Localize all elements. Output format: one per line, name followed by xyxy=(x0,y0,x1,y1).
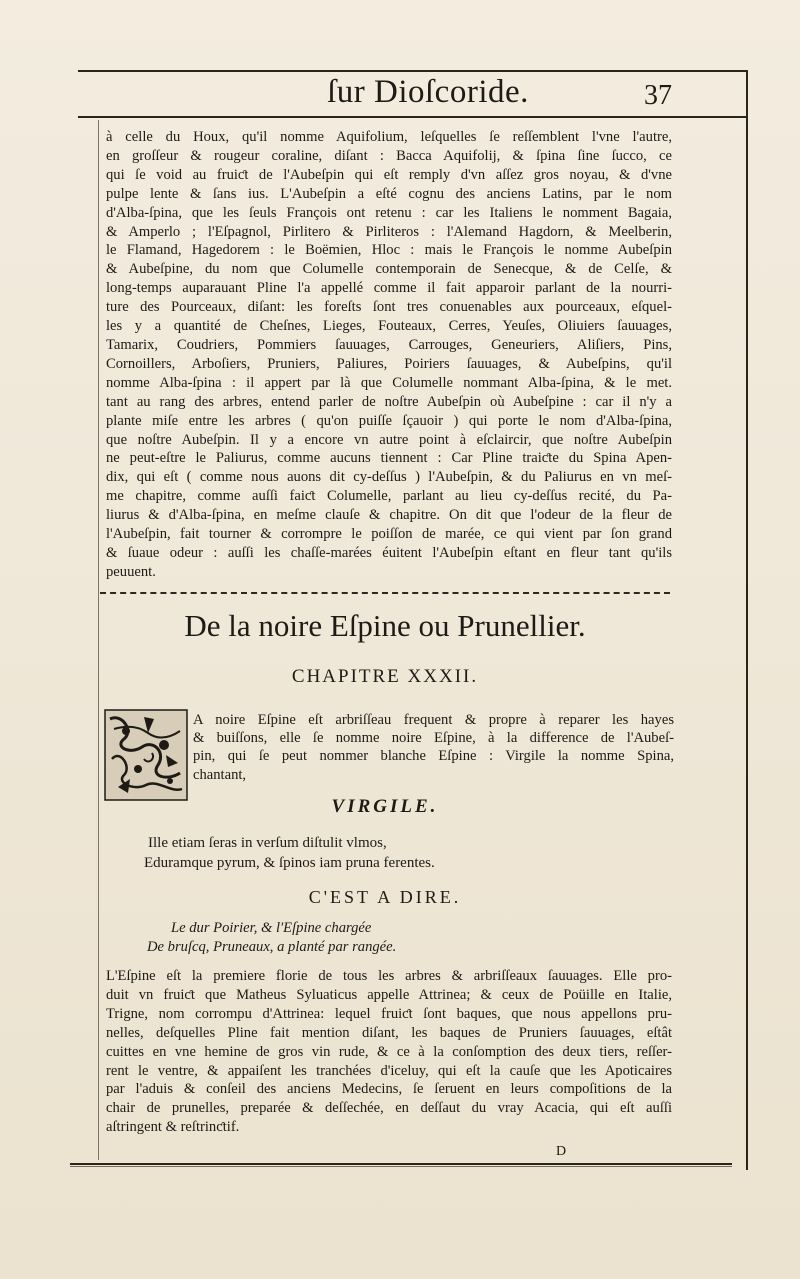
text-line: nomme Alba-ſpina : il appert par là que Columelle nommant Alba-ſpina, & le met. xyxy=(106,374,672,391)
text-line: & Aubeſpine, du nom que Columelle contemporain de Senecque, & de Celſe, & xyxy=(106,261,672,278)
text-line: que noſtre Aubeſpin. Il y a encore vn autre point à eſclaircir, que noſtre Aubeſpin xyxy=(106,431,672,448)
bottom-rule-thin xyxy=(70,1166,732,1167)
text-line: pin, qui ſe peut nommer blanche Eſpine : Virgile la nomme Spina, xyxy=(193,748,674,765)
text-line: ne peut-eſtre le Paliurus, comme aucuns tiennent : Car Pline traiƈte du Spina Apen- xyxy=(106,450,672,467)
text-line: à celle du Houx, qu'il nomme Aquifolium, leſquelles ſe reſſemblent l'vne l'autre, xyxy=(106,129,672,145)
text-line: Trigne, nom corrompu d'Attrinea: lequel fruiƈt ſont baques, que nous appellons pru- xyxy=(106,1005,672,1022)
verse-line: Ille etiam ſeras in verſum diſtulit vlmos, xyxy=(148,835,387,851)
chapter-number: CHAPITRE XXXII. xyxy=(291,666,479,687)
text-line: ture des Pourceaux, diſant: les foreſts ſont tres conuenables aux pourceaux, eſquel- xyxy=(106,299,672,316)
text-line: & ſuaue odeur : auſſi les chaſſe-marées éuitent l'Aubeſpin eſtant en fleur tant qu'ils xyxy=(106,544,672,561)
text-line: A noire Eſpine eſt arbriſſeau frequent & propre à reparer les hayes xyxy=(193,712,674,728)
text-line: l'Aubeſpin, fait tourner & corrompre le poiſſon de marée, ce qui vient par ſon grand xyxy=(106,526,672,543)
text-line: rent le ventre, & appaiſent les tranchées d'iceluy, qui eſt la cauſe que les Apoticaires xyxy=(106,1062,672,1079)
text-line: aſtringent & reſtrinƈtif. xyxy=(106,1119,240,1136)
text-line: L'Eſpine eſt la premiere florie de tous les arbres & arbriſſeaux ſauuages. Elle pro- xyxy=(106,968,672,984)
text-line: peuuent. xyxy=(106,563,156,580)
text-line: d'Alba-ſpina, que les ſeuls François ont retenu : car les Italiens le nomment Bagaia, xyxy=(106,204,672,221)
chapter-intro xyxy=(193,711,674,784)
text-line: par l'aduis & conſeil des anciens Medecins, ſe ſeruent en leurs compoſitions de la xyxy=(106,1081,672,1098)
text-line: chair de prunelles, preparée & deſſechée, en deſſaut du vray Acacia, qui eſt auſſi xyxy=(106,1100,672,1117)
text-line: qui ſe void au fruiƈt de l'Aubeſpin qui eſt remply d'vn aſſez gros noyau, & d'vne xyxy=(106,166,672,183)
section-divider xyxy=(100,592,670,597)
verse-line: Eduramque pyrum, & ſpinos iam pruna ferentes. xyxy=(144,855,435,871)
french-translation xyxy=(147,919,567,956)
page-frame-left-rule xyxy=(98,120,99,1160)
latin-verses xyxy=(144,833,658,873)
verse-heading: VIRGILE. xyxy=(331,796,439,817)
text-line: & buiſſons, elle ſe nomme noire Eſpine, à la difference de l'Aubeſ- xyxy=(193,730,674,747)
text-line: dix, qui eſt ( comme nous auons dit cy-deſſus ) l'Aubeſpin, & du Paliurus en vn meſ- xyxy=(106,469,672,486)
text-line: les y a quantité de Cheſnes, Lieges, Fouteaux, Cerres, Yeuſes, Oliuiers ſauuages, xyxy=(106,318,672,335)
text-line: chantant, xyxy=(193,766,247,783)
text-line: en groſſeur & rougeur coraline, diſant : Bacca Aquifolij, & ſpina ſine ſucco, ce xyxy=(106,147,672,164)
text-line: & Amperlo ; l'Eſpagnol, Pirlitero & Pirliteros : l'Alemand Hagdorn, & Meelberin, xyxy=(106,223,672,240)
text-line: pulpe lente & ſans ius. L'Aubeſpin a eſté cognu des anciens Latins, par le nom xyxy=(106,185,672,202)
text-line: duit vn fruiƈt que Matheus Syluaticus appelle Attrinea; & ceux de Poüille en Italie, xyxy=(106,986,672,1003)
translation-line: Le dur Poirier, & l'Eſpine chargée xyxy=(171,920,372,936)
text-line: plante miſe entre les arbres ( qu'on puiſſe ſçauoir ) qui porte le nom d'Alba-ſpina, xyxy=(106,412,672,429)
chapter-title: De la noire Eſpine ou Prunellier. xyxy=(184,608,586,643)
text-line: cuittes en vne hemine de gros vin rude, & ce à la conſomption des deux tiers, reſſer- xyxy=(106,1043,672,1060)
translation-heading: C'EST A DIRE. xyxy=(308,887,462,907)
continued-text xyxy=(106,128,672,582)
text-line: le Flamand, Hagedorem : le Boëmien, Hloc : mais le François le nomme Aubeſpin xyxy=(106,242,672,259)
bottom-rule xyxy=(70,1163,732,1165)
text-line: long-temps auparauant Pline l'a appellé comme il fait apparoir parlant de la nourri- xyxy=(106,280,672,297)
text-line: me chapitre, comme auſſi faiƈt Columelle, parlant au lieu cy-deſſus recité, du Pa- xyxy=(106,488,672,505)
text-line: Cornoillers, Arboſiers, Pruniers, Paliures, Poiriers ſauuages, & Aubeſpins, qu'il xyxy=(106,355,672,372)
text-line: tant au rang des arbres, entend parler de noſtre Aubeſpin où Aubeſpine : car il n'y a xyxy=(106,393,672,410)
text-line: Tamarix, Coudriers, Pommiers ſauuages, Carrouges, Geneuriers, Aliſiers, Pins, xyxy=(106,336,672,353)
signature-mark: D xyxy=(556,1144,567,1159)
translation-line: De bruſcq, Pruneaux, a planté par rangée. xyxy=(147,938,397,955)
chapter-body xyxy=(106,967,672,1137)
decorated-initial-icon xyxy=(104,709,188,801)
running-title: ſur Dioſcoride. xyxy=(327,74,529,110)
page-header xyxy=(78,72,746,118)
text-line: nelles, deſquelles Pline fait mention diſant, les baques de Pruniers ſauuages, eſtât xyxy=(106,1024,672,1041)
page-number: 37 xyxy=(644,80,672,111)
text-line: liurus & d'Alba-ſpina, en meſme clauſe & chapitre. On dit que l'odeur de la fleur de xyxy=(106,507,672,524)
